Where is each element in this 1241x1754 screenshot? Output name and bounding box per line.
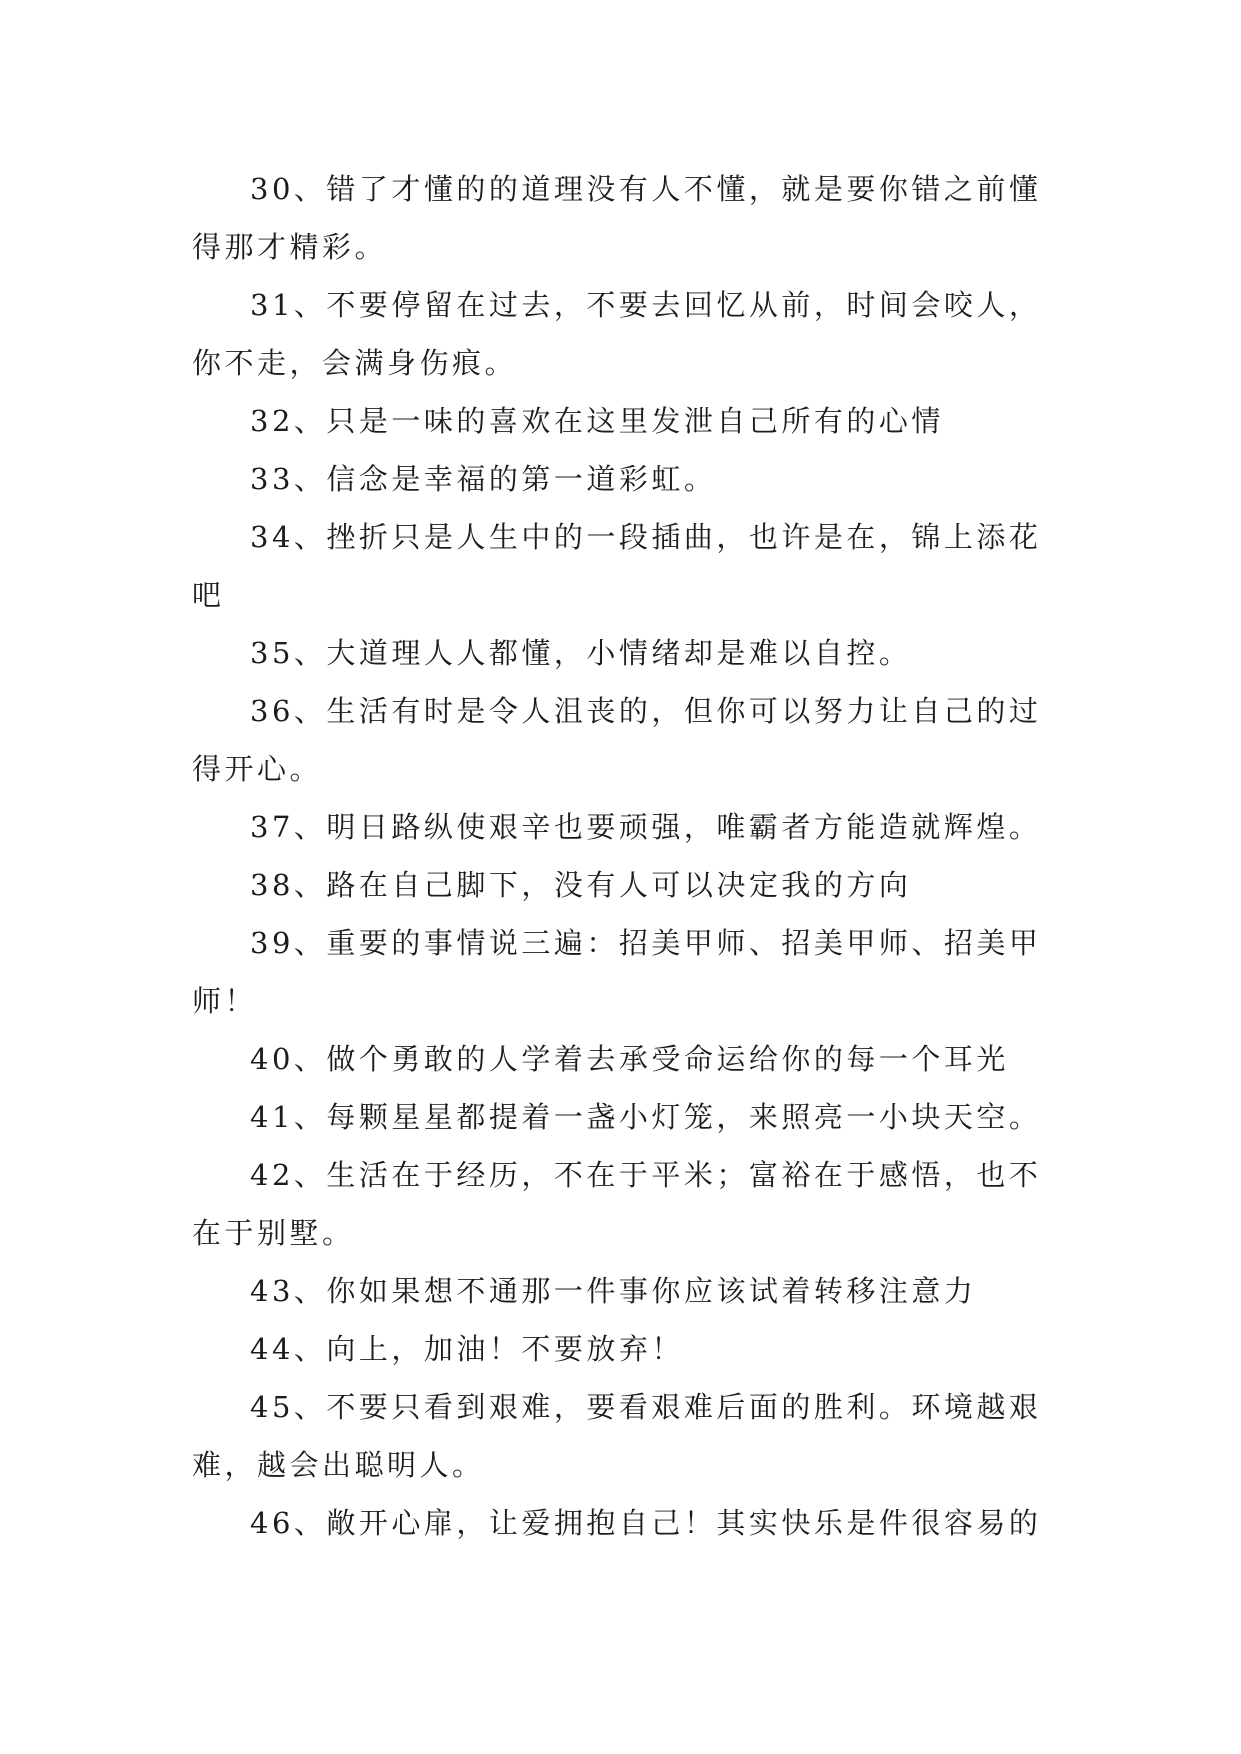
quote-paragraph-45: 45、不要只看到艰难，要看艰难后面的胜利。环境越艰难，越会出聪明人。 <box>192 1390 1042 1482</box>
quote-paragraph-43: 43、你如果想不通那一件事你应该试着转移注意力 <box>250 1274 977 1308</box>
quote-paragraph-37: 37、明日路纵使艰辛也要顽强，唯霸者方能造就辉煌。 <box>250 810 1042 844</box>
quote-paragraph-42: 42、生活在于经历，不在于平米；富裕在于感悟，也不在于别墅。 <box>192 1158 1042 1250</box>
quote-paragraph-30: 30、错了才懂的的道理没有人不懂，就是要你错之前懂得那才精彩。 <box>192 172 1042 264</box>
quote-paragraph-39: 39、重要的事情说三遍：招美甲师、招美甲师、招美甲师！ <box>192 926 1042 1018</box>
quote-paragraph-36: 36、生活有时是令人沮丧的，但你可以努力让自己的过得开心。 <box>192 694 1042 786</box>
quote-paragraph-33: 33、信念是幸福的第一道彩虹。 <box>250 462 717 496</box>
quote-paragraph-40: 40、做个勇敢的人学着去承受命运给你的每一个耳光 <box>250 1042 1009 1076</box>
quote-paragraph-38: 38、路在自己脚下，没有人可以决定我的方向 <box>250 868 912 902</box>
quote-paragraph-32: 32、只是一味的喜欢在这里发泄自己所有的心情 <box>250 404 944 438</box>
document-body <box>192 160 1072 1552</box>
quote-paragraph-31: 31、不要停留在过去，不要去回忆从前，时间会咬人，你不走，会满身伤痕。 <box>192 288 1042 380</box>
quote-paragraph-46: 46、敞开心扉，让爱拥抱自己！其实快乐是件很容易的 <box>250 1506 1042 1540</box>
quote-paragraph-41: 41、每颗星星都提着一盏小灯笼，来照亮一小块天空。 <box>250 1100 1042 1134</box>
quote-paragraph-35: 35、大道理人人都懂，小情绪却是难以自控。 <box>250 636 912 670</box>
quote-paragraph-44: 44、向上，加油！不要放弃！ <box>250 1332 684 1366</box>
quote-paragraph-34: 34、挫折只是人生中的一段插曲，也许是在，锦上添花吧 <box>192 520 1042 612</box>
